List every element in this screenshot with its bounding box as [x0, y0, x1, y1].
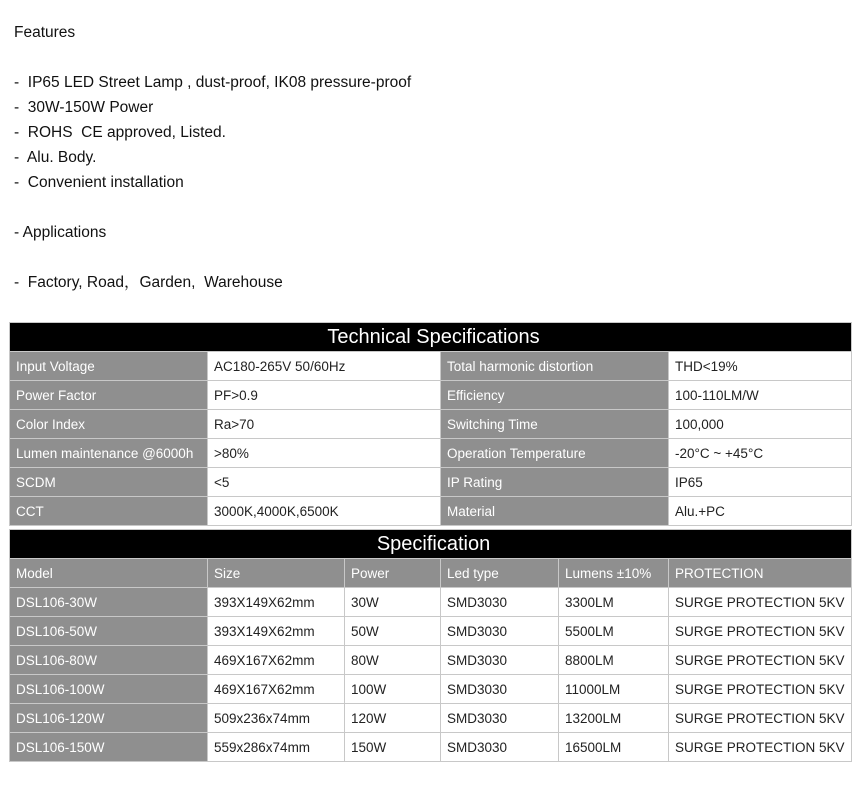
cell-size: 469X167X62mm	[208, 675, 345, 704]
applications-label: - Applications	[14, 224, 107, 241]
tech-label: Operation Temperature	[441, 439, 669, 468]
cell-protection: SURGE PROTECTION 5KV	[669, 675, 852, 704]
feature-item: - Convenient installation	[14, 174, 184, 191]
features-section	[14, 20, 411, 295]
column-header-led-type: Led type	[441, 559, 559, 588]
feature-item: - ROHS CE approved, Listed.	[14, 124, 226, 141]
cell-power: 50W	[345, 617, 441, 646]
cell-led-type: SMD3030	[441, 675, 559, 704]
cell-power: 80W	[345, 646, 441, 675]
cell-protection: SURGE PROTECTION 5KV	[669, 704, 852, 733]
tech-row	[10, 468, 852, 497]
tech-label: Color Index	[10, 410, 208, 439]
tech-row	[10, 381, 852, 410]
tech-label: CCT	[10, 497, 208, 526]
cell-protection: SURGE PROTECTION 5KV	[669, 588, 852, 617]
specification-title: Specification	[10, 530, 852, 559]
tech-row	[10, 497, 852, 526]
spacer	[14, 245, 411, 270]
tech-label: Efficiency	[441, 381, 669, 410]
cell-model: DSL106-120W	[10, 704, 208, 733]
cell-size: 509x236x74mm	[208, 704, 345, 733]
tech-value: Alu.+PC	[669, 497, 852, 526]
tech-value: -20°C ~ +45°C	[669, 439, 852, 468]
cell-model: DSL106-150W	[10, 733, 208, 762]
cell-lumens: 11000LM	[559, 675, 669, 704]
tech-value: THD<19%	[669, 352, 852, 381]
tech-row	[10, 352, 852, 381]
feature-item: - IP65 LED Street Lamp , dust-proof, IK08 pressure-proof	[14, 74, 412, 91]
tech-spec-title: Technical Specifications	[10, 323, 852, 352]
cell-power: 30W	[345, 588, 441, 617]
tech-label: SCDM	[10, 468, 208, 497]
feature-item: - 30W-150W Power	[14, 99, 154, 116]
table-row	[10, 733, 852, 762]
tech-label: Lumen maintenance @6000h	[10, 439, 208, 468]
cell-size: 393X149X62mm	[208, 617, 345, 646]
cell-power: 150W	[345, 733, 441, 762]
tech-value: 100-110LM/W	[669, 381, 852, 410]
tech-value: PF>0.9	[208, 381, 441, 410]
tech-label: Material	[441, 497, 669, 526]
cell-lumens: 5500LM	[559, 617, 669, 646]
tech-value: AC180-265V 50/60Hz	[208, 352, 441, 381]
tech-label: Switching Time	[441, 410, 669, 439]
column-header-power: Power	[345, 559, 441, 588]
cell-protection: SURGE PROTECTION 5KV	[669, 646, 852, 675]
tech-value: 100,000	[669, 410, 852, 439]
column-header-protection: PROTECTION	[669, 559, 852, 588]
applications-list: - Factory, Road，Garden, Warehouse	[14, 274, 283, 291]
feature-item: - Alu. Body.	[14, 149, 97, 166]
tech-label: IP Rating	[441, 468, 669, 497]
tech-row	[10, 439, 852, 468]
cell-size: 469X167X62mm	[208, 646, 345, 675]
technical-specifications-table	[9, 322, 852, 526]
table-row	[10, 588, 852, 617]
cell-led-type: SMD3030	[441, 646, 559, 675]
cell-model: DSL106-80W	[10, 646, 208, 675]
table-row	[10, 646, 852, 675]
table-row	[10, 675, 852, 704]
cell-model: DSL106-30W	[10, 588, 208, 617]
table-row	[10, 617, 852, 646]
tech-label: Input Voltage	[10, 352, 208, 381]
tech-value: Ra>70	[208, 410, 441, 439]
column-header-row	[10, 559, 852, 588]
cell-lumens: 8800LM	[559, 646, 669, 675]
column-header-model: Model	[10, 559, 208, 588]
column-header-size: Size	[208, 559, 345, 588]
tech-value: IP65	[669, 468, 852, 497]
tech-row	[10, 410, 852, 439]
column-header-lumens: Lumens ±10%	[559, 559, 669, 588]
cell-model: DSL106-100W	[10, 675, 208, 704]
model-specification-table	[9, 529, 852, 762]
cell-model: DSL106-50W	[10, 617, 208, 646]
tech-label: Power Factor	[10, 381, 208, 410]
cell-led-type: SMD3030	[441, 617, 559, 646]
tech-value: >80%	[208, 439, 441, 468]
cell-protection: SURGE PROTECTION 5KV	[669, 733, 852, 762]
tech-value: <5	[208, 468, 441, 497]
cell-power: 100W	[345, 675, 441, 704]
table-row	[10, 704, 852, 733]
tech-value: 3000K,4000K,6500K	[208, 497, 441, 526]
cell-lumens: 13200LM	[559, 704, 669, 733]
cell-power: 120W	[345, 704, 441, 733]
cell-lumens: 16500LM	[559, 733, 669, 762]
cell-led-type: SMD3030	[441, 704, 559, 733]
cell-led-type: SMD3030	[441, 588, 559, 617]
tech-label: Total harmonic distortion	[441, 352, 669, 381]
spacer	[14, 195, 411, 220]
features-title: Features	[14, 24, 76, 41]
cell-lumens: 3300LM	[559, 588, 669, 617]
cell-size: 559x286x74mm	[208, 733, 345, 762]
cell-size: 393X149X62mm	[208, 588, 345, 617]
cell-protection: SURGE PROTECTION 5KV	[669, 617, 852, 646]
cell-led-type: SMD3030	[441, 733, 559, 762]
